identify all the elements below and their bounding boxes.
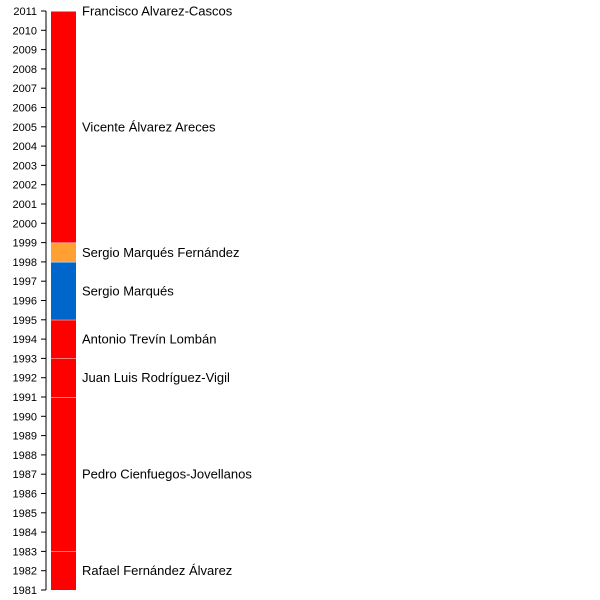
- period-label: Vicente Álvarez Areces: [82, 119, 216, 135]
- year-tick-label: 2006: [12, 102, 37, 115]
- year-tick-label: 2004: [12, 141, 37, 154]
- period-bar: [51, 320, 76, 359]
- year-tick-label: 1987: [12, 469, 37, 482]
- year-tick-label: 2001: [12, 199, 37, 211]
- year-tick-label: 1999: [12, 237, 37, 250]
- year-tick-label: 1991: [12, 392, 37, 404]
- period-label: Pedro Cienfuegos-Jovellanos: [82, 466, 252, 482]
- year-tick-label: 1982: [12, 565, 37, 578]
- year-tick-label: 1992: [12, 372, 37, 385]
- period-label: Rafael Fernández Álvarez: [82, 563, 233, 579]
- period-bar: [51, 397, 76, 551]
- period-label: Sergio Marqués Fernández: [82, 244, 240, 260]
- period-bar: [51, 262, 76, 320]
- year-tick-label: 1984: [12, 527, 37, 540]
- year-tick-label: 2000: [12, 218, 37, 231]
- year-tick-label: 1995: [12, 314, 37, 327]
- year-tick-label: 2003: [12, 160, 37, 173]
- year-tick-label: 1983: [12, 546, 37, 559]
- period-bar: [51, 358, 76, 397]
- period-label: Juan Luis Rodríguez-Vigil: [82, 370, 230, 386]
- period-label: Sergio Marqués: [82, 283, 174, 299]
- period-bar: [51, 551, 76, 590]
- period-bar: [51, 243, 76, 262]
- period-bars: [51, 11, 76, 590]
- year-tick-label: 2005: [12, 121, 37, 134]
- year-tick-label: 1990: [12, 411, 37, 424]
- period-labels: [82, 4, 252, 579]
- year-tick-label: 1986: [12, 488, 37, 501]
- year-tick-label: 1985: [12, 507, 37, 520]
- year-tick-label: 1988: [12, 449, 37, 462]
- year-tick-label: 1989: [12, 430, 37, 443]
- year-tick-label: 2008: [12, 63, 37, 76]
- period-label: Antonio Trevín Lombán: [82, 331, 217, 347]
- period-bar: [51, 11, 76, 243]
- year-tick-label: 2009: [12, 44, 37, 57]
- year-tick-label: 2011: [13, 6, 37, 18]
- year-tick-label: 2002: [12, 179, 37, 192]
- year-tick-label: 2010: [12, 25, 37, 38]
- year-tick-label: 1993: [12, 353, 37, 366]
- year-tick-label: 2007: [12, 83, 37, 96]
- year-tick-label: 1998: [12, 256, 37, 269]
- year-tick-label: 1994: [12, 334, 37, 347]
- year-tick-label: 1981: [12, 585, 37, 597]
- year-tick-label: 1997: [12, 276, 37, 289]
- period-label: Francisco Alvarez-Cascos: [82, 3, 233, 19]
- year-axis: [13, 6, 46, 597]
- year-tick-label: 1996: [12, 295, 37, 308]
